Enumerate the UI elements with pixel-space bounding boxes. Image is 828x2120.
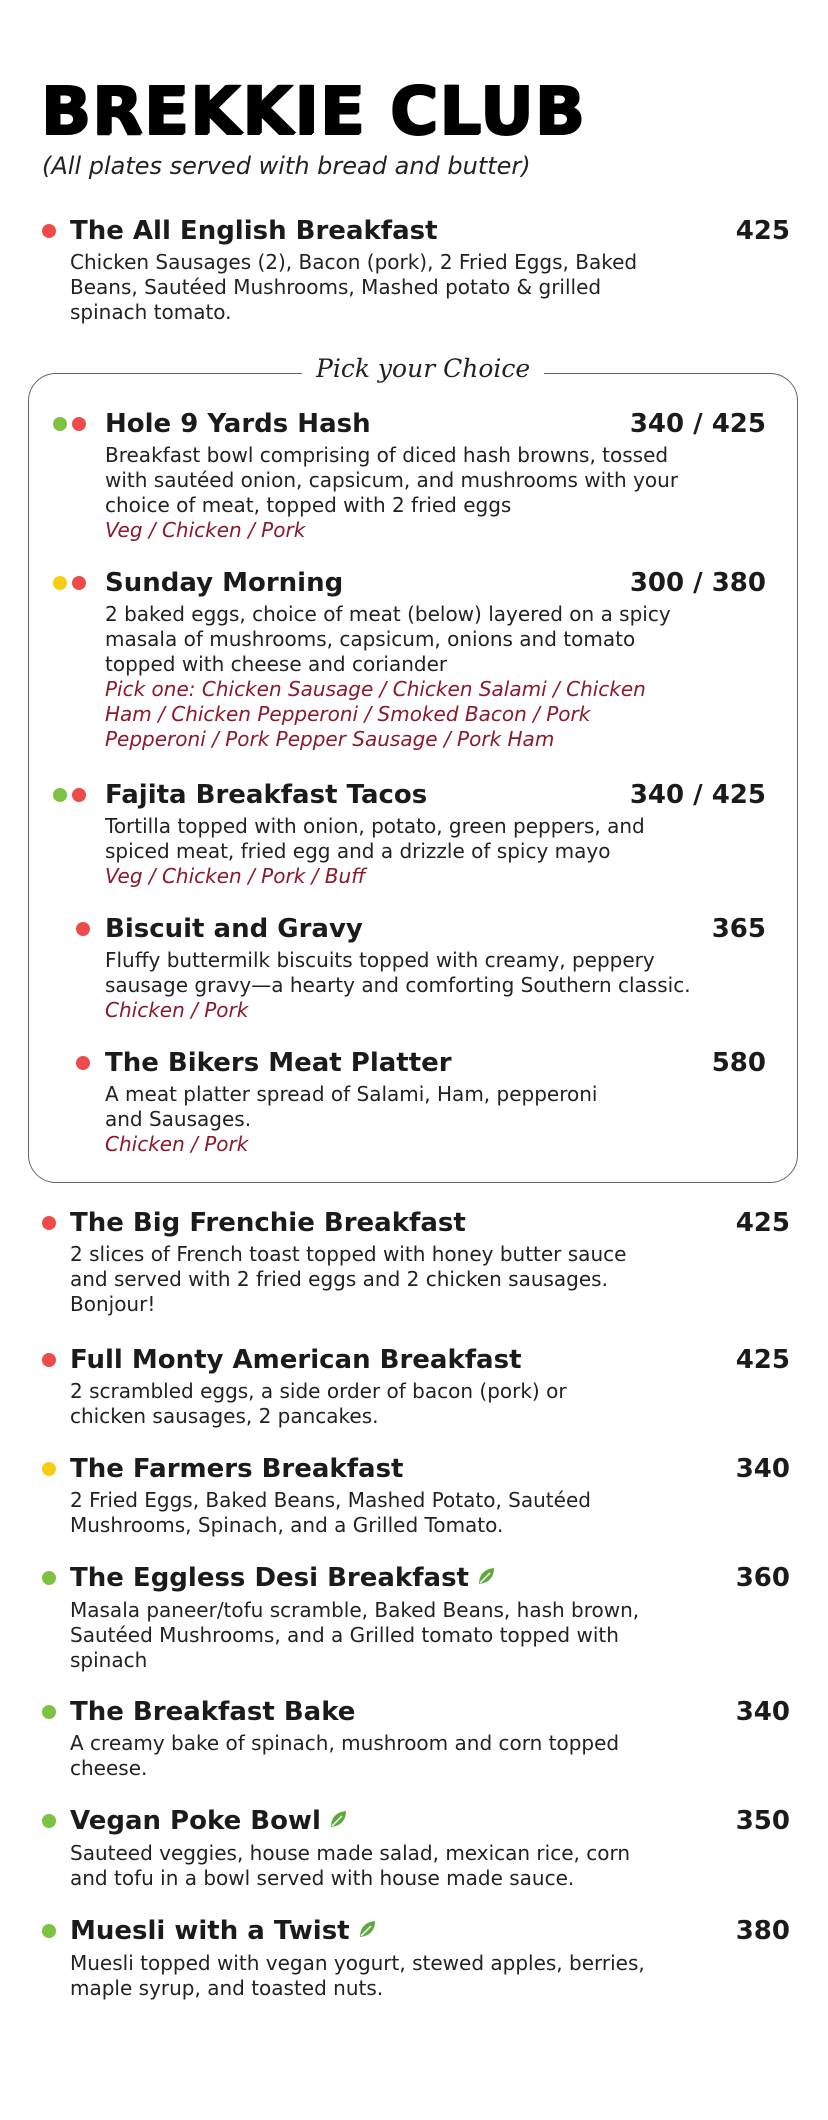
item-options: Veg / Chicken / Pork (105, 518, 306, 542)
item-description: Breakfast bowl comprising of diced hash browns, tossed with sautéed onion, capsicum, and mushrooms with your choice of meat, topped with 2 fried eggs (105, 443, 679, 517)
item-name: Vegan Poke Bowl (70, 1806, 321, 1836)
non-veg-dot (72, 788, 86, 802)
menu-item-hole-9-yards (52, 407, 766, 543)
item-description: A creamy bake of spinach, mushroom and corn topped cheese. (70, 1731, 620, 1780)
menu-item-sunday-morning (52, 566, 766, 752)
item-description: Fluffy buttermilk biscuits topped with creamy, peppery sausage gravy—a hearty and comforting Southern classic. (105, 948, 691, 997)
menu-item-bikers-platter (52, 1046, 766, 1157)
leaf-icon (356, 1915, 378, 1949)
item-price: 340 (735, 1454, 790, 1484)
item-price: 425 (735, 1208, 790, 1238)
item-name: The Big Frenchie Breakfast (70, 1208, 466, 1238)
dietary-dots (76, 1056, 90, 1070)
veg-dot (42, 1814, 56, 1828)
non-veg-dot (72, 417, 86, 431)
leaf-icon (327, 1805, 349, 1839)
menu-item-vegan-poke-bowl (40, 1804, 790, 1891)
menu-item-breakfast-bake (40, 1695, 790, 1781)
item-name-row (70, 1561, 670, 1596)
item-name-row (70, 1804, 650, 1839)
item-options: Chicken / Pork (105, 1132, 249, 1156)
non-veg-dot (42, 1353, 56, 1367)
menu-item-muesli (40, 1914, 790, 2001)
item-options: Chicken / Pork (105, 998, 249, 1022)
item-description: A meat platter spread of Salami, Ham, pepperoni and Sausages. (105, 1082, 598, 1131)
item-price: 360 (735, 1563, 790, 1593)
non-veg-dot (42, 224, 56, 238)
item-name: The Breakfast Bake (70, 1697, 356, 1727)
item-name: The Bikers Meat Platter (105, 1048, 452, 1078)
dietary-dots (53, 788, 86, 802)
item-name: The Eggless Desi Breakfast (70, 1563, 469, 1593)
dietary-dots (53, 417, 86, 431)
dietary-dots (42, 1705, 56, 1719)
dietary-dots (42, 1462, 56, 1476)
menu-item-fajita-tacos (52, 778, 766, 889)
item-name: Hole 9 Yards Hash (105, 409, 371, 439)
egg-dot (53, 576, 67, 590)
item-name-row (70, 1914, 660, 1949)
non-veg-dot (42, 1216, 56, 1230)
item-description: 2 baked eggs, choice of meat (below) layered on a spicy masala of mushrooms, capsicum, onions and tomato topped with cheese and coriander (105, 602, 671, 676)
menu-item-farmers (40, 1452, 790, 1538)
menu-item-full-monty (40, 1343, 790, 1429)
dietary-dots (42, 1353, 56, 1367)
veg-dot (42, 1571, 56, 1585)
item-price: 300 / 380 (629, 568, 766, 598)
item-description: Chicken Sausages (2), Bacon (pork), 2 Fried Eggs, Baked Beans, Sautéed Mushrooms, Mashed potato & grilled spinach tomato. (70, 250, 638, 324)
item-description: Muesli topped with vegan yogurt, stewed apples, berries, maple syrup, and toasted nuts. (70, 1950, 645, 2000)
dietary-dots (42, 224, 56, 238)
dietary-dots (42, 1924, 56, 1938)
egg-dot (42, 1462, 56, 1476)
menu-item-biscuit-gravy (52, 912, 766, 1023)
item-name: The All English Breakfast (70, 216, 438, 246)
item-name: Muesli with a Twist (70, 1916, 350, 1946)
veg-dot (42, 1705, 56, 1719)
item-name: The Farmers Breakfast (70, 1454, 404, 1484)
page-subtitle: (All plates served with bread and butter) (42, 152, 531, 180)
menu-item-all-english (40, 214, 790, 325)
item-name: Sunday Morning (105, 568, 344, 598)
dietary-dots (76, 922, 90, 936)
item-price: 380 (735, 1916, 790, 1946)
non-veg-dot (76, 922, 90, 936)
veg-dot (53, 788, 67, 802)
dietary-dots (42, 1814, 56, 1828)
item-options: Veg / Chicken / Pork / Buff (105, 864, 366, 888)
item-name: Fajita Breakfast Tacos (105, 780, 428, 810)
item-name: Full Monty American Breakfast (70, 1345, 522, 1375)
item-price: 340 / 425 (629, 409, 766, 439)
non-veg-dot (76, 1056, 90, 1070)
item-price: 350 (735, 1806, 790, 1836)
item-price: 365 (711, 914, 766, 944)
item-description: Sauteed veggies, house made salad, mexican rice, corn and tofu in a bowl served with house made sauce. (70, 1840, 631, 1890)
dietary-dots (53, 576, 86, 590)
choice-section-label: Pick your Choice (302, 354, 544, 383)
item-price: 340 (735, 1697, 790, 1727)
veg-dot (53, 417, 67, 431)
non-veg-dot (72, 576, 86, 590)
item-description: Tortilla topped with onion, potato, green peppers, and spiced meat, fried egg and a drizzle of spicy mayo (105, 814, 645, 863)
item-price: 580 (711, 1048, 766, 1078)
item-price: 425 (735, 1345, 790, 1375)
item-price: 340 / 425 (629, 780, 766, 810)
item-description: Masala paneer/tofu scramble, Baked Beans, hash brown, Sautéed Mushrooms, and a Grilled tomato topped with spinach (70, 1597, 640, 1672)
menu-item-big-frenchie (40, 1206, 790, 1317)
veg-dot (42, 1924, 56, 1938)
item-price: 425 (735, 216, 790, 246)
item-options: Pick one: Chicken Sausage / Chicken Salami / Chicken Ham / Chicken Pepperoni / Smoked Bacon / Pork Pepperoni / Pork Pepper Sausage / Pork Ham (105, 677, 646, 751)
item-name: Biscuit and Gravy (105, 914, 363, 944)
leaf-icon (475, 1562, 497, 1596)
page-title: BREKKIE CLUB (40, 72, 586, 149)
dietary-dots (42, 1571, 56, 1585)
item-description: 2 slices of French toast topped with honey butter sauce and served with 2 fried eggs and 2 chicken sausages. Bonjour! (70, 1242, 627, 1316)
item-description: 2 Fried Eggs, Baked Beans, Mashed Potato, Sautéed Mushrooms, Spinach, and a Grilled Tomato. (70, 1488, 591, 1537)
menu-item-eggless-desi (40, 1561, 790, 1673)
item-description: 2 scrambled eggs, a side order of bacon (pork) or chicken sausages, 2 pancakes. (70, 1379, 567, 1428)
dietary-dots (42, 1216, 56, 1230)
